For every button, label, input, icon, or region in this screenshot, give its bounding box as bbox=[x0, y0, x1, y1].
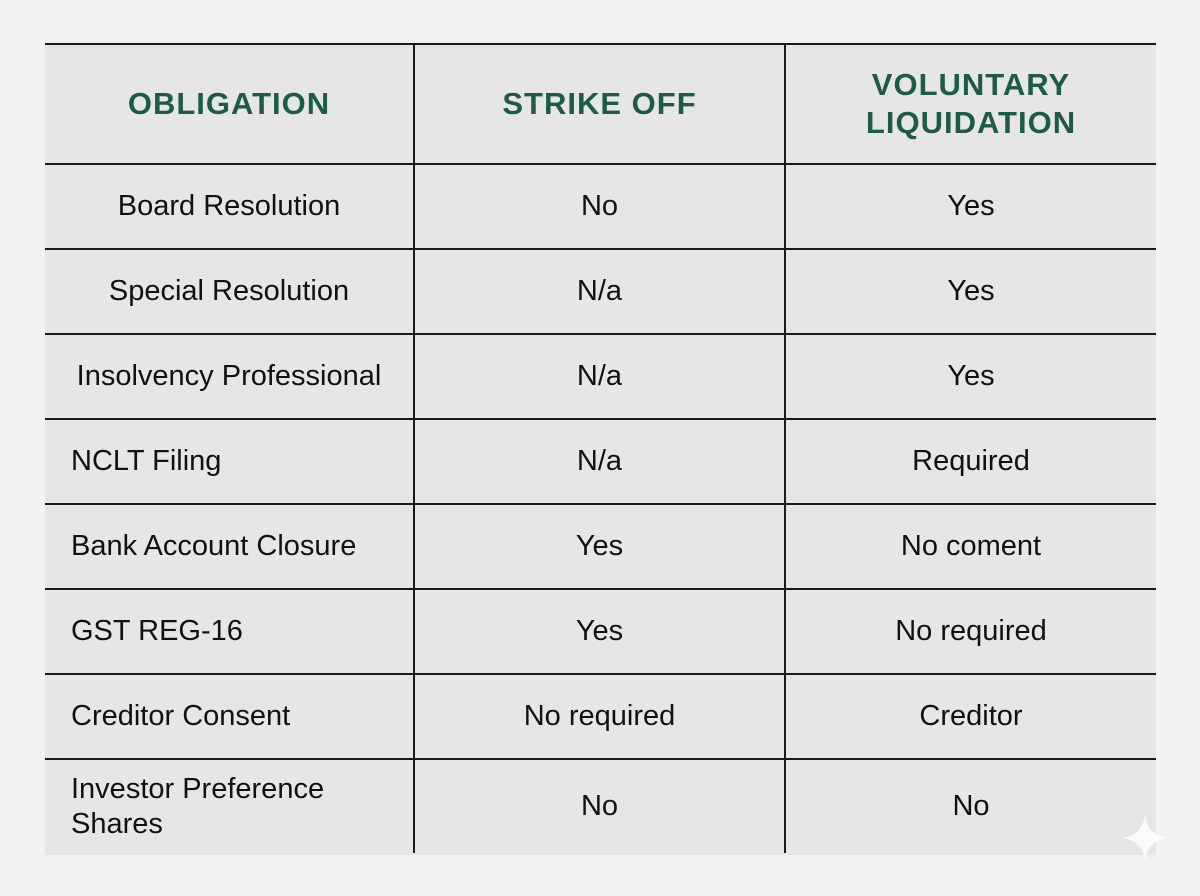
cell-strike-off: Yes bbox=[415, 590, 786, 673]
cell-voluntary-liquidation: Required bbox=[912, 445, 1030, 477]
cell-strike-off: No required bbox=[415, 675, 786, 758]
table-row bbox=[45, 420, 1156, 505]
cell-voluntary-liquidation: Yes bbox=[947, 275, 995, 307]
cell-strike-off: No bbox=[415, 760, 786, 853]
cell-voluntary-liquidation: Creditor bbox=[919, 700, 1023, 732]
cell-obligation: Creditor Consent bbox=[45, 675, 415, 758]
sparkle-icon bbox=[1122, 815, 1168, 861]
table-row bbox=[45, 505, 1156, 590]
header-voluntary-liquidation bbox=[786, 45, 1156, 163]
table-row bbox=[45, 335, 1156, 420]
cell-strike-off: N/a bbox=[415, 420, 786, 503]
cell-strike-off: No bbox=[415, 165, 786, 248]
cell-obligation: GST REG-16 bbox=[45, 590, 415, 673]
header-obligation: OBLIGATION bbox=[45, 45, 415, 163]
header-voluntary-liquidation-label: VOLUNTARY LIQUIDATION bbox=[865, 67, 1077, 140]
cell-strike-off: N/a bbox=[415, 335, 786, 418]
cell-voluntary-liquidation: No required bbox=[895, 615, 1047, 647]
table-row bbox=[45, 590, 1156, 675]
cell-voluntary-liquidation: No bbox=[952, 790, 990, 822]
table-row bbox=[45, 675, 1156, 760]
cell-voluntary-liquidation: Yes bbox=[947, 190, 995, 222]
table-row bbox=[45, 250, 1156, 335]
header-strike-off: STRIKE OFF bbox=[415, 45, 786, 163]
cell-obligation: NCLT Filing bbox=[45, 420, 415, 503]
table-header-row bbox=[45, 45, 1156, 165]
table-row bbox=[45, 165, 1156, 250]
comparison-table bbox=[45, 43, 1156, 855]
cell-strike-off: Yes bbox=[415, 505, 786, 588]
cell-strike-off: N/a bbox=[415, 250, 786, 333]
cell-obligation: Special Resolution bbox=[45, 250, 415, 333]
cell-obligation: Insolvency Professional bbox=[45, 335, 415, 418]
cell-voluntary-liquidation: No coment bbox=[900, 530, 1042, 562]
cell-obligation: Bank Account Closure bbox=[45, 505, 415, 588]
table-row bbox=[45, 760, 1156, 853]
cell-obligation: Investor Preference Shares bbox=[45, 760, 415, 853]
cell-voluntary-liquidation: Yes bbox=[947, 360, 995, 392]
cell-obligation: Board Resolution bbox=[45, 165, 415, 248]
